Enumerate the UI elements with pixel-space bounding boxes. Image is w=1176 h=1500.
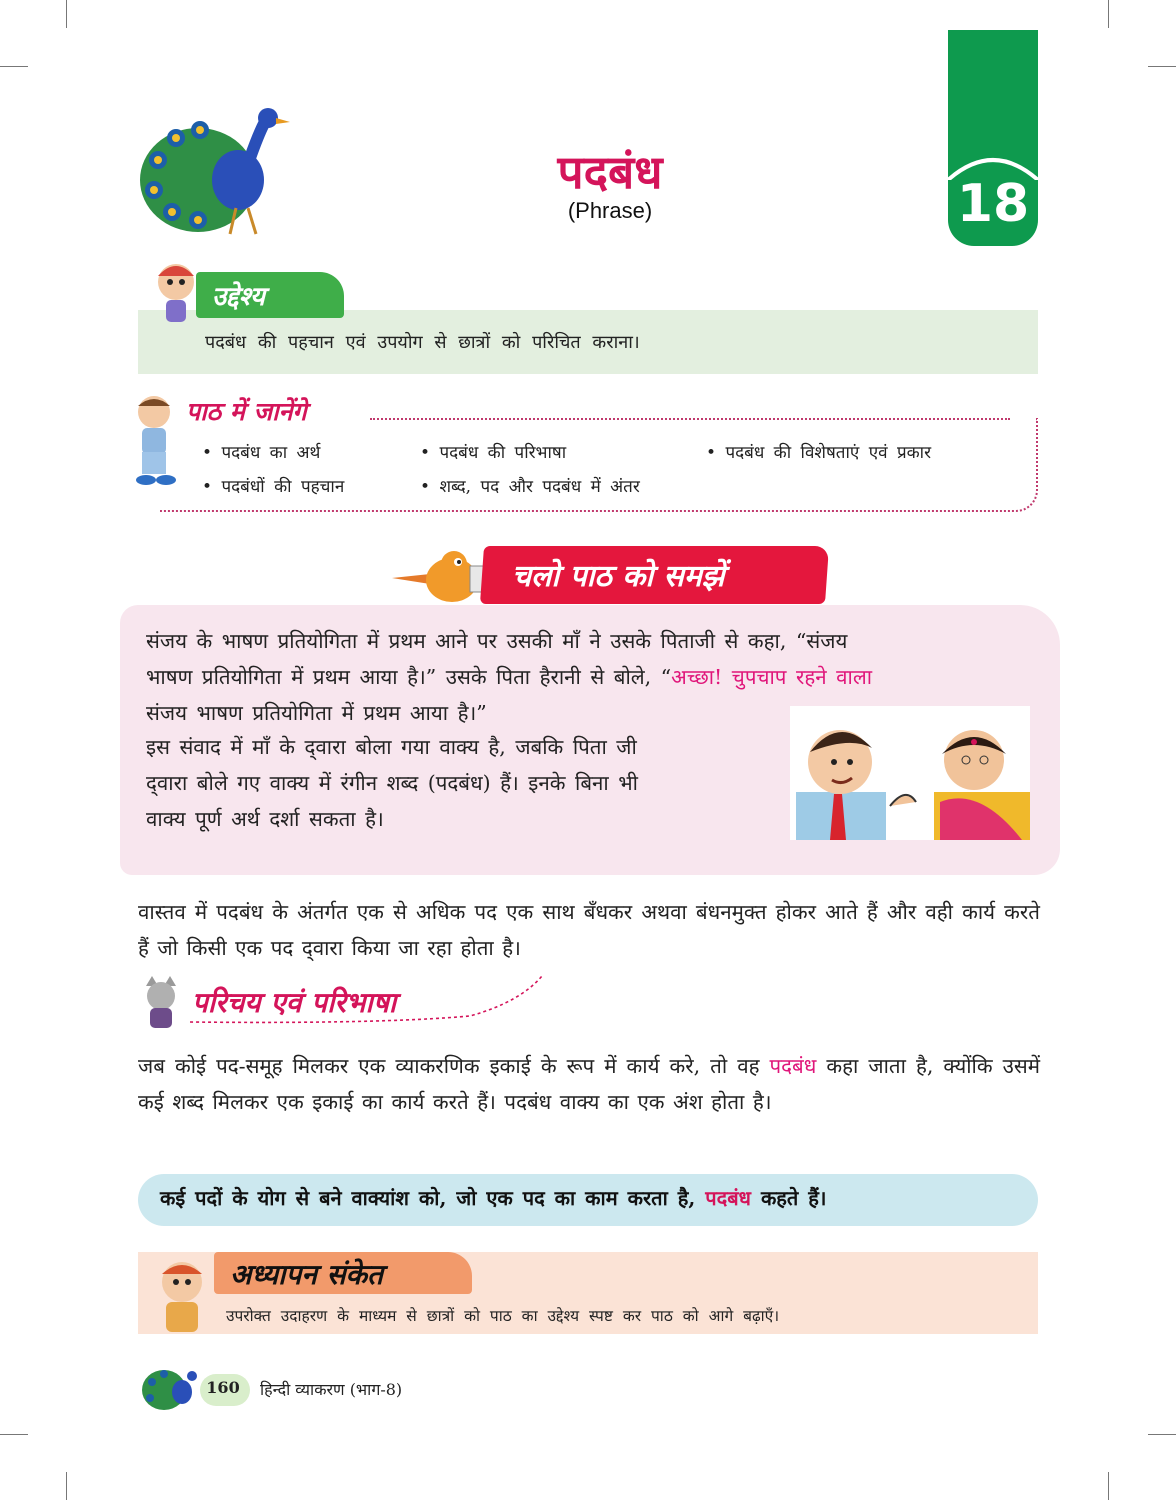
crop-mark [66, 0, 67, 28]
chapter-tab-curve [948, 140, 1038, 180]
learn-item: • शब्द, पद और पदबंध में अंतर [420, 477, 640, 497]
footer-peacock-icon [140, 1364, 204, 1414]
page-number: 160 [206, 1378, 240, 1397]
crop-mark [1148, 1434, 1176, 1435]
learn-item: • पदबंध की परिभाषा [420, 443, 567, 463]
objective-text: पदबंध की पहचान एवं उपयोग से छात्रों को परिचित कराना। [205, 332, 640, 353]
story-highlight: अच्छा! चुपचाप रहने वाला [671, 665, 873, 689]
crop-mark [1148, 66, 1176, 67]
story-line: वाक्य पूर्ण अर्थ दर्शा सकता है। [146, 807, 384, 831]
crop-mark [66, 1472, 67, 1500]
learn-divider [370, 418, 1010, 420]
teaching-text: उपरोक्त उदाहरण के माध्यम से छात्रों को पाठ का उद्देश्य स्पष्ट कर पाठ को आगे बढ़ाएँ। [226, 1307, 780, 1325]
story-line: संजय के भाषण प्रतियोगिता में प्रथम आने पर उसकी माँ ने उसके पिताजी से कहा, “संजय [146, 629, 848, 653]
boy-mascot-icon [152, 256, 202, 326]
kid-mascot-icon [128, 392, 182, 488]
intro-highlight: पदबंध [769, 1054, 817, 1078]
story-line: द्‌वारा बोले गए वाक्य में रंगीन शब्द (पदबंध) हैं। इनके बिना भी [146, 771, 638, 795]
book-title: हिन्दी व्याकरण (भाग-8) [260, 1380, 403, 1399]
teaching-label: अध्यापन संकेत [230, 1258, 383, 1291]
father-mother-illustration [790, 706, 1030, 840]
objective-tag [196, 272, 344, 318]
crop-mark [1108, 0, 1109, 28]
boy-mascot-icon [152, 1256, 216, 1336]
learn-item: • पदबंधों की पहचान [202, 477, 345, 497]
story-line: संजय भाषण प्रतियोगिता में प्रथम आया है।” [146, 701, 487, 725]
chapter-title: पदबंध [557, 145, 663, 199]
learn-item: • पदबंध की विशेषताएं एवं प्रकार [706, 443, 932, 463]
intro-paragraph: जब कोई पद-समूह मिलकर एक व्याकरणिक इकाई के रूप में कार्य करे, तो वह पदबंध कहा जाता है, क्योंकि उसमें कई शब्द मिलकर एक इकाई का कार्य करते हैं। पदबंध वाक्य का एक अंश होता है। [138, 1054, 1040, 1114]
intro-underline [180, 972, 550, 1028]
story-line: इस संवाद में माँ के द्‌वारा बोला गया वाक्य है, जबकि पिता जी [146, 735, 637, 759]
chapter-number: 18 [956, 174, 1030, 234]
chapter-tab [948, 30, 1038, 246]
chapter-subtitle: (Phrase) [567, 198, 653, 223]
objective-label: उद्देश्य [212, 282, 265, 312]
peacock-illustration [138, 100, 298, 240]
intro-label: परिचय एवं परिभाषा [192, 986, 397, 1019]
definition-highlight: पदबंध [705, 1186, 751, 1210]
story-line: भाषण प्रतियोगिता में प्रथम आया है।” उसके पिता हैरानी से बोले, “अच्छा! चुपचाप रहने वाला [146, 665, 873, 689]
learn-label: पाठ में जानेंगे [186, 397, 307, 426]
lesson-banner-label: चलो पाठ को समझें [512, 559, 725, 594]
definition-text: कई पदों के योग से बने वाक्यांश को, जो एक पद का काम करता है, पदबंध कहते हैं। [160, 1186, 827, 1210]
crop-mark [0, 1434, 28, 1435]
cat-mascot-icon [138, 976, 184, 1032]
crop-mark [1108, 1472, 1109, 1500]
learn-box [160, 418, 1038, 512]
learn-item: • पदबंध का अर्थ [202, 443, 321, 463]
paragraph: वास्तव में पदबंध के अंतर्गत एक से अधिक पद एक साथ बँधकर अथवा बंधनमुक्त होकर आते हैं और वही कार्य करते हैं जो किसी एक पद द्‌वारा किया जा रहा होता है। [138, 900, 1040, 960]
crop-mark [0, 66, 28, 67]
